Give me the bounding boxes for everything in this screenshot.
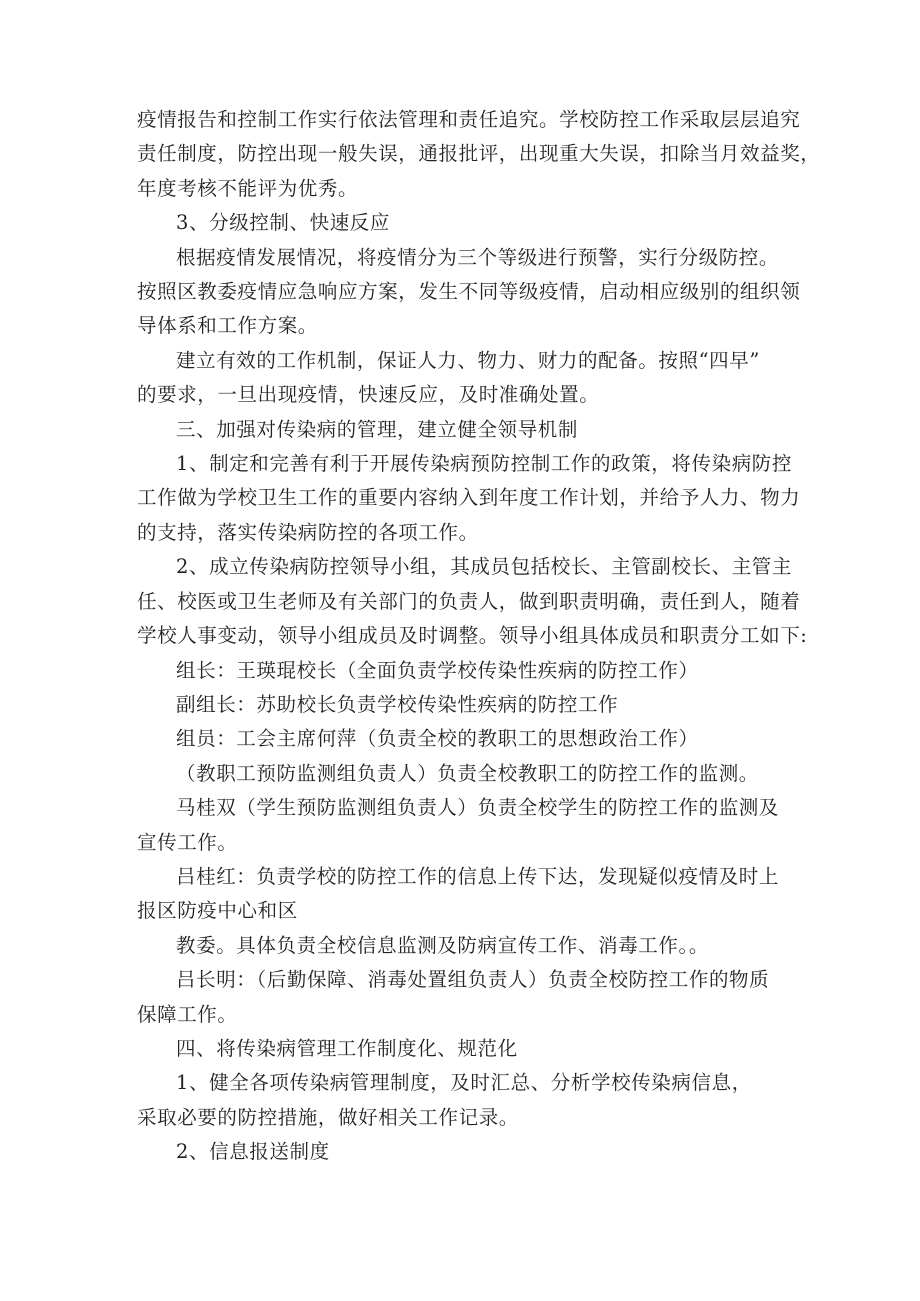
text-line-2: 责任制度，防控出现一般失误，通报批评，出现重大失误，扣除当月效益奖， [137, 142, 821, 166]
text-line-8: 建立有效的工作机制，保证人力、物力、财力的配备。按照“四早” [176, 348, 760, 372]
section-heading-graded-control: 3、分级控制、快速反应 [176, 211, 391, 235]
text-line-31: 2、信息报送制度 [176, 1140, 330, 1164]
text-line-25: 教委。具体负责全校信息监测及防病宣传工作、消毒工作。。 [176, 933, 709, 957]
text-line-16: 学校人事变动，领导小组成员及时调整。领导小组具体成员和职责分工如下: [137, 624, 808, 648]
text-line-13: 的支持，落实传染病防控的各项工作。 [137, 520, 479, 544]
text-line-22: 宣传工作。 [137, 830, 238, 854]
text-line-12: 工作做为学校卫生工作的重要内容纳入到年度工作计划，并给予人力、物力 [137, 486, 801, 510]
text-line-29: 1、健全各项传染病管理制度，及时汇总、分析学校传染病信息， [176, 1071, 752, 1095]
text-line-23: 吕桂红：负责学校的防控工作的信息上传下达，发现疑似疫情及时上 [176, 864, 780, 888]
deputy-leader-line: 副组长：苏助校长负责学校传染性疾病的防控工作 [176, 692, 619, 716]
text-line-9: 的要求，一旦出现疫情，快速反应，及时准确处置。 [137, 383, 600, 407]
text-line-7: 导体系和工作方案。 [137, 314, 318, 338]
section-heading-three: 三、加强对传染病的管理，建立健全领导机制 [176, 417, 579, 441]
text-line-5: 根据疫情发展情况，将疫情分为三个等级进行预警，实行分级防控。 [176, 245, 780, 269]
text-line-6: 按照区教委疫情应急响应方案，发生不同等级疫情，启动相应级别的组织领 [137, 280, 801, 304]
document-body [137, 103, 821, 1170]
text-line-26: 吕长明：（后勤保障、消毒处置组负责人）负责全校防控工作的物质 [176, 968, 770, 992]
text-line-14: 2、成立传染病防控领导小组，其成员包括校长、主管副校长、主管主 [176, 555, 793, 579]
text-line-27: 保障工作。 [137, 1002, 238, 1026]
text-line-15: 任、校医或卫生老师及有关部门的负责人，做到职责明确，责任到人，随着 [137, 589, 801, 613]
text-line-30: 采取必要的防控措施，做好相关工作记录。 [137, 1105, 519, 1129]
section-heading-four: 四、将传染病管理工作制度化、规范化 [176, 1036, 518, 1060]
text-line-24: 报区防疫中心和区 [137, 899, 298, 923]
text-line-21: 马桂双（学生预防监测组负责人）负责全校学生的防控工作的监测及 [176, 796, 780, 820]
team-member-line: 组员：工会主席何萍（负责全校的教职工的思想政治工作） [176, 727, 699, 751]
text-line-20: （教职工预防监测组负责人）负责全校教职工的防控工作的监测。 [176, 761, 759, 785]
text-line-11: 1、制定和完善有利于开展传染病预防控制工作的政策，将传染病防控 [176, 452, 793, 476]
text-line-3: 年度考核不能评为优秀。 [137, 176, 359, 200]
text-line-1: 疫情报告和控制工作实行依法管理和责任追究。学校防控工作采取层层追究 [137, 108, 801, 131]
team-leader-line: 组长：王瑛琨校长（全面负责学校传染性疾病的防控工作） [176, 658, 699, 682]
